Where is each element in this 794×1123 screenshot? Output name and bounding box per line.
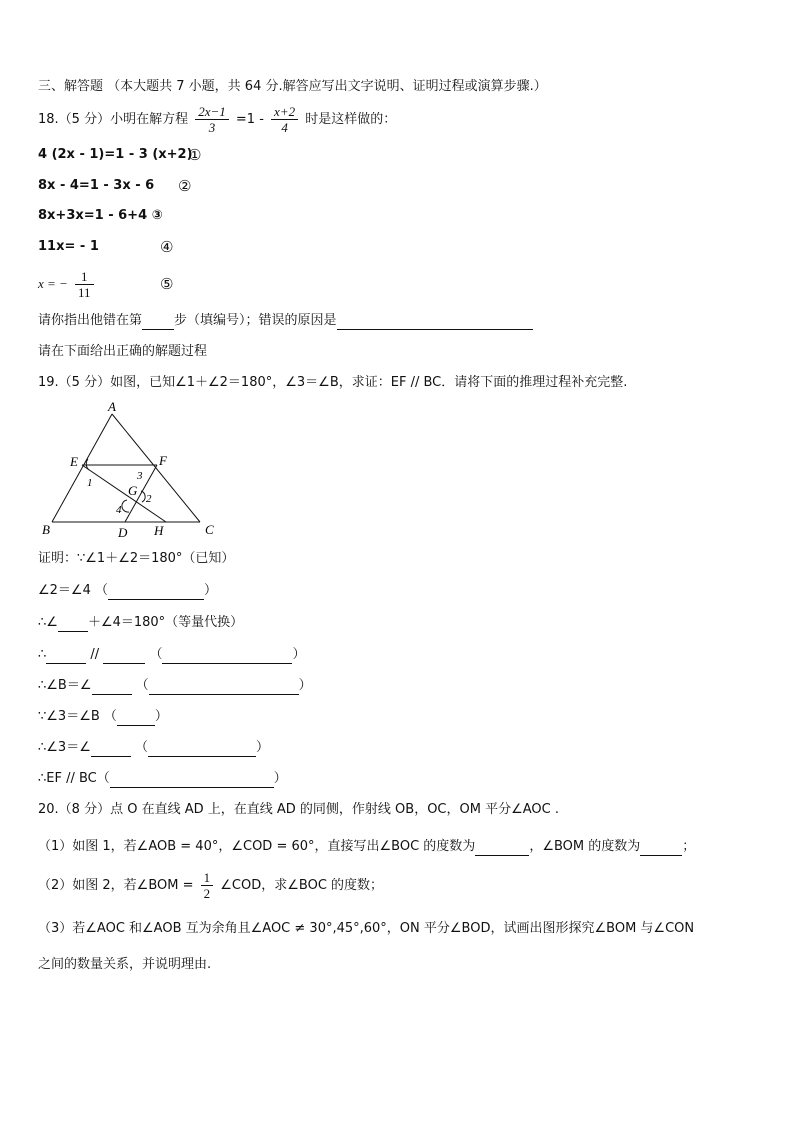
q20-p2-numerator: 1 [201,870,214,886]
q19-proof2-a: ∴∠ [38,615,58,630]
q18-ask1-b: 步（填编号）；错误的原因是 [174,313,337,328]
label-F: F [159,453,167,468]
q20-p1-a: （1）如图 1，若∠AOB = 40°，∠COD = 60°，直接写出∠BOC 的度数为 [38,839,476,854]
q18-frac1-numerator: 2x−1 [195,104,229,120]
label-angle-3: 3 [137,470,143,482]
q19-proof6-b: （ [135,740,149,755]
q18-step5-fraction [75,269,94,300]
q18-step-5 [38,264,97,304]
q19-proof3-b: // [90,647,100,662]
q19-reason4-blank[interactable] [149,680,299,695]
q18-step-2: 8x - 4=1 - 3x - 6 [38,178,155,193]
q20-p1-c: ； [682,839,696,854]
q19-proof3-a: ∴ [38,647,47,662]
label-H: H [154,523,164,538]
q19-proof-3 [38,646,306,664]
q18-tail: 时是这样做的： [305,112,397,127]
q19-proof4-a: ∴∠B＝∠ [38,678,92,693]
q18-stem [38,100,396,140]
q18-mark-5: ⑤ [160,275,174,293]
q19-proof5-b: ） [154,709,168,724]
q19-proof-5 [38,708,168,726]
q20-stem: 20.（8 分）点 O 在直线 AD 上，在直线 AD 的同侧，作射线 OB，OC，OM 平分∠AOC . [38,802,559,817]
q18-mark-2: ② [178,177,192,195]
q19-proof7-a: ∴EF // BC（ [38,771,110,786]
q19-proof2-b: ＋∠4＝180°（等量代换） [87,615,244,630]
q18-ask-2: 请在下面给出正确的解题过程 [38,344,208,359]
q18-mid: =1 - [235,112,264,127]
label-E: E [70,454,78,469]
q19-stem: 19.（5 分）如图，已知∠1＋∠2＝180°，∠3＝∠B，求证：EF // BC．请将下面的推理过程补充完整. [38,375,628,390]
q18-reason-blank[interactable] [337,315,533,330]
q19-proof1-b: ） [203,583,217,598]
segment-AC [112,414,200,522]
q20-part-3-continued: 之间的数量关系，并说明理由. [38,957,212,972]
q19-proof4-b: （ [135,678,149,693]
q19-proof-2 [38,614,243,632]
q19-angle-3-blank[interactable] [91,742,131,757]
q19-line2-blank[interactable] [103,649,145,664]
q18-step5-numerator: 1 [75,269,94,285]
q18-mark-1: ① [188,146,202,164]
label-A: A [108,399,116,414]
q19-proof-1 [38,582,217,600]
label-angle-2: 2 [146,493,152,505]
q20-p2-denominator: 2 [203,886,211,901]
q18-frac1-denominator: 3 [208,120,216,135]
q18-ask-1 [38,312,533,330]
q20-part-3: （3）若∠AOC 和∠AOB 互为余角且∠AOC ≠ 30°,45°,60°，ON 平分∠BOD，试画出图形探究∠BOM 与∠CON [38,921,695,936]
q19-line1-blank[interactable] [46,649,86,664]
q18-ask1-a: 请你指出他错在第 [38,313,143,328]
q19-proof1-a: ∠2＝∠4 （ [38,583,108,598]
q19-reason5-blank[interactable] [117,711,155,726]
q19-proof6-a: ∴∠3＝∠ [38,740,91,755]
q20-part-2 [38,866,383,906]
q19-proof-6 [38,739,269,757]
segment-AB [52,414,112,522]
q18-fraction-1 [195,104,229,135]
q18-lead: 18.（5 分）小明在解方程 [38,112,189,127]
q18-mark-4: ④ [160,238,174,256]
q18-step-4: 11x= - 1 [38,239,99,254]
q20-p2-a: （2）如图 2，若∠BOM = [38,878,194,893]
q19-reason7-blank[interactable] [110,773,274,788]
q20-part-1 [38,838,695,856]
label-angle-4: 4 [116,504,122,516]
label-B: B [42,522,50,537]
q19-proof5-a: ∵∠3＝∠B （ [38,709,117,724]
q20-boc-blank[interactable] [475,841,529,856]
section-header: 三、解答题 （本大题共 7 小题，共 64 分.解答应写出文字说明、证明过程或演算步骤.） [38,79,547,94]
q20-p2-b: ∠COD，求∠BOC 的度数； [220,878,384,893]
q18-step-3: 8x+3x=1 - 6+4 ③ [38,208,163,223]
q19-proof3-d: ） [292,647,306,662]
q19-proof3-c: （ [149,647,163,662]
q18-step5-prefix: x = − [38,276,68,291]
q19-reason6-blank[interactable] [148,742,256,757]
q19-reason1-blank[interactable] [108,585,204,600]
q19-angle-blank[interactable] [58,617,88,632]
q18-step-blank[interactable] [142,315,174,330]
label-angle-1: 1 [87,477,93,489]
q18-frac2-numerator: x+2 [271,104,298,120]
q19-proof-4 [38,677,312,695]
label-G: G [128,483,138,498]
q19-angle-b-blank[interactable] [92,680,132,695]
q19-triangle-figure [38,398,228,542]
label-D: D [118,525,128,540]
q18-step-1: 4 (2x - 1)=1 - 3 (x+2) [38,147,193,162]
q18-fraction-2 [271,104,298,135]
label-C: C [205,522,214,537]
q20-p2-fraction [201,870,214,901]
q19-reason3-blank[interactable] [162,649,292,664]
q18-step5-denominator: 11 [77,285,91,300]
q18-frac2-denominator: 4 [281,120,288,135]
q19-proof7-b: ） [273,771,287,786]
q19-proof6-c: ） [256,740,270,755]
q20-bom-blank[interactable] [640,841,682,856]
segment-EH [82,465,166,522]
q19-proof-7 [38,770,287,788]
q19-proof4-c: ） [298,678,312,693]
q20-p1-b: ，∠BOM 的度数为 [529,839,641,854]
q19-proof-0: 证明：∵∠1＋∠2＝180°（已知） [38,551,235,566]
angle-4-arc [122,500,129,512]
